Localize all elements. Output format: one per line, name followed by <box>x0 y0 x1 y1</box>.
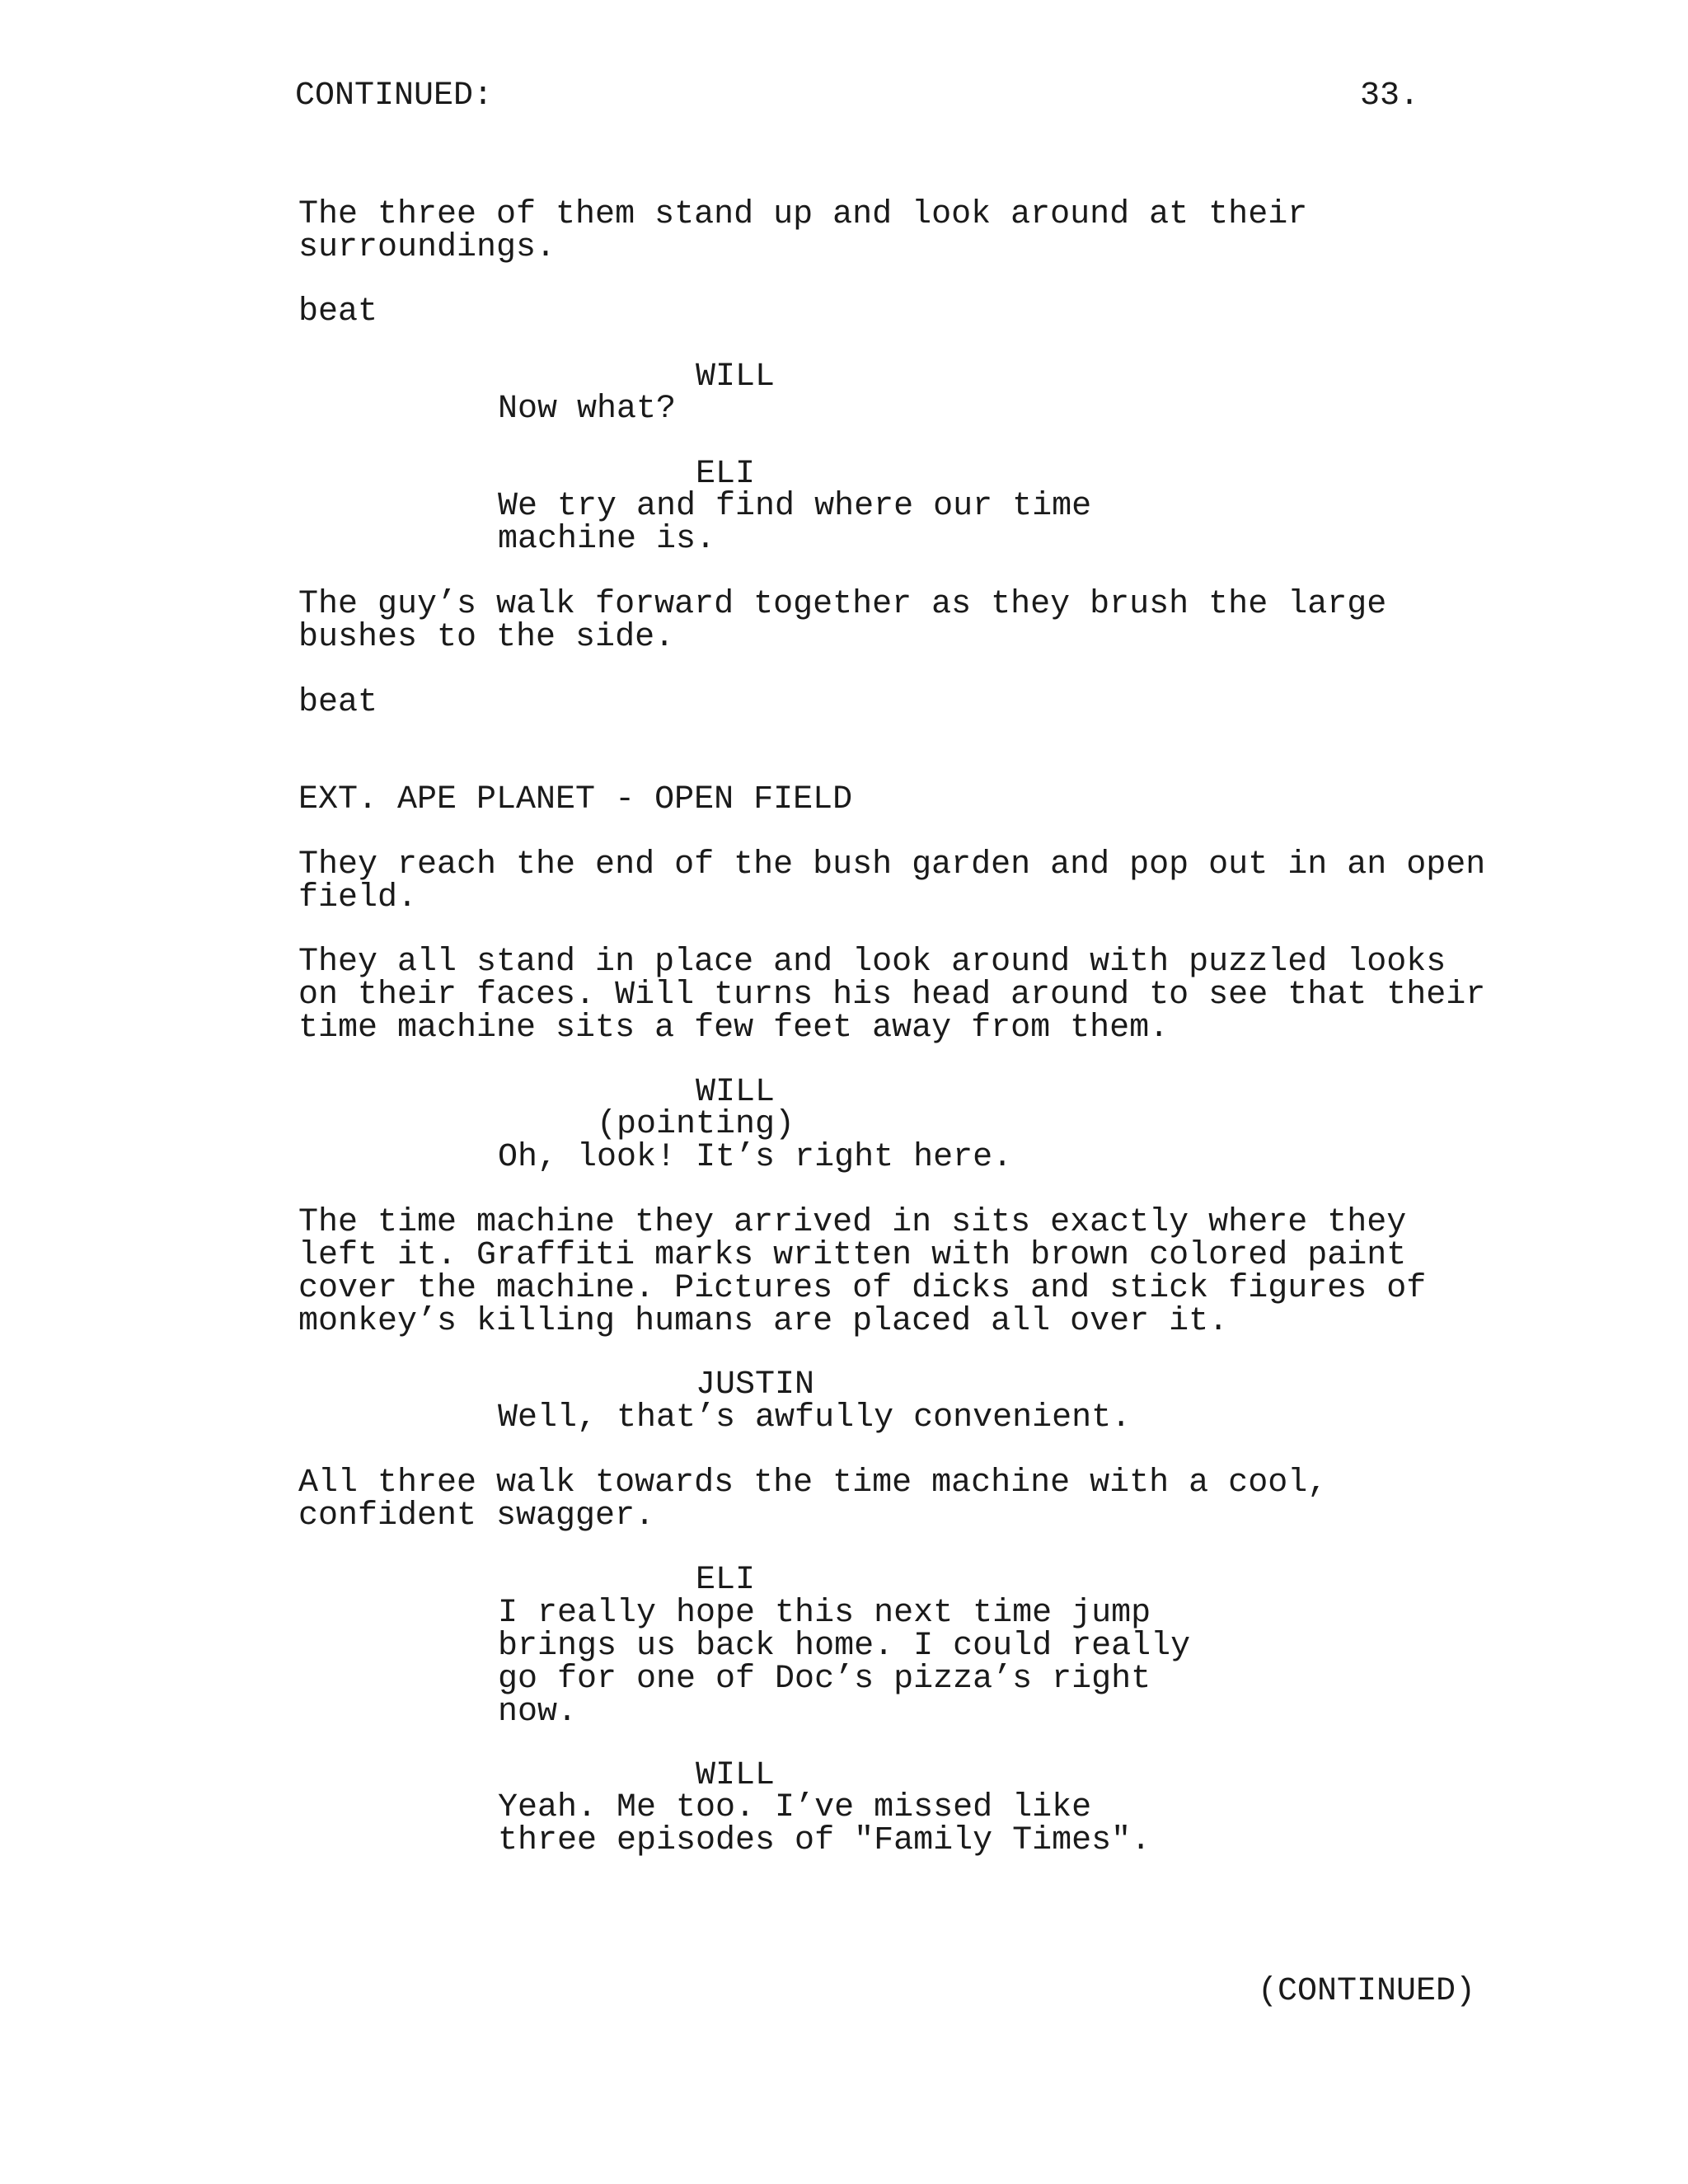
continued-footer: (CONTINUED) <box>1258 1973 1476 2010</box>
dialogue: I really hope this next time jump brings us back home. I could really go for one of Doc’s pizza’s right now. <box>498 1595 1191 1731</box>
character-cue: WILL <box>696 1074 776 1111</box>
page-number: 33. <box>1360 77 1420 115</box>
action-line: beat <box>298 293 378 330</box>
scene-heading: EXT. APE PLANET - OPEN FIELD <box>298 781 853 818</box>
character-cue: ELI <box>696 456 756 493</box>
character-cue: JUSTIN <box>696 1366 815 1404</box>
action-line: They all stand in place and look around with puzzled looks on their faces. Will turns his head around to see that their time machine sits a few feet away from them. <box>298 944 1486 1047</box>
action-line: beat <box>298 684 378 721</box>
dialogue: Well, that’s awfully convenient. <box>498 1399 1132 1436</box>
action-line: The guy’s walk forward together as they brush the large bushes to the side. <box>298 586 1387 656</box>
character-cue: WILL <box>696 359 776 396</box>
dialogue: Yeah. Me too. I’ve missed like three episodes of "Family Times". <box>498 1789 1151 1859</box>
action-line: The time machine they arrived in sits exactly where they left it. Graffiti marks written with brown colored paint cover the machine. Pictures of dicks and stick figures of monkey’s killing humans are placed all over it. <box>298 1204 1427 1340</box>
parenthetical: (pointing) <box>597 1106 795 1143</box>
action-line: All three walk towards the time machine with a cool, confident swagger. <box>298 1465 1328 1535</box>
dialogue: Oh, look! It’s right here. <box>498 1139 1013 1176</box>
character-cue: ELI <box>696 1562 756 1599</box>
dialogue: Now what? <box>498 391 677 428</box>
character-cue: WILL <box>696 1757 776 1794</box>
continued-header: CONTINUED: <box>295 77 494 115</box>
action-line: The three of them stand up and look around at their surroundings. <box>298 196 1308 266</box>
action-line: They reach the end of the bush garden and pop out in an open field. <box>298 846 1486 916</box>
dialogue: We try and find where our time machine is. <box>498 488 1092 558</box>
